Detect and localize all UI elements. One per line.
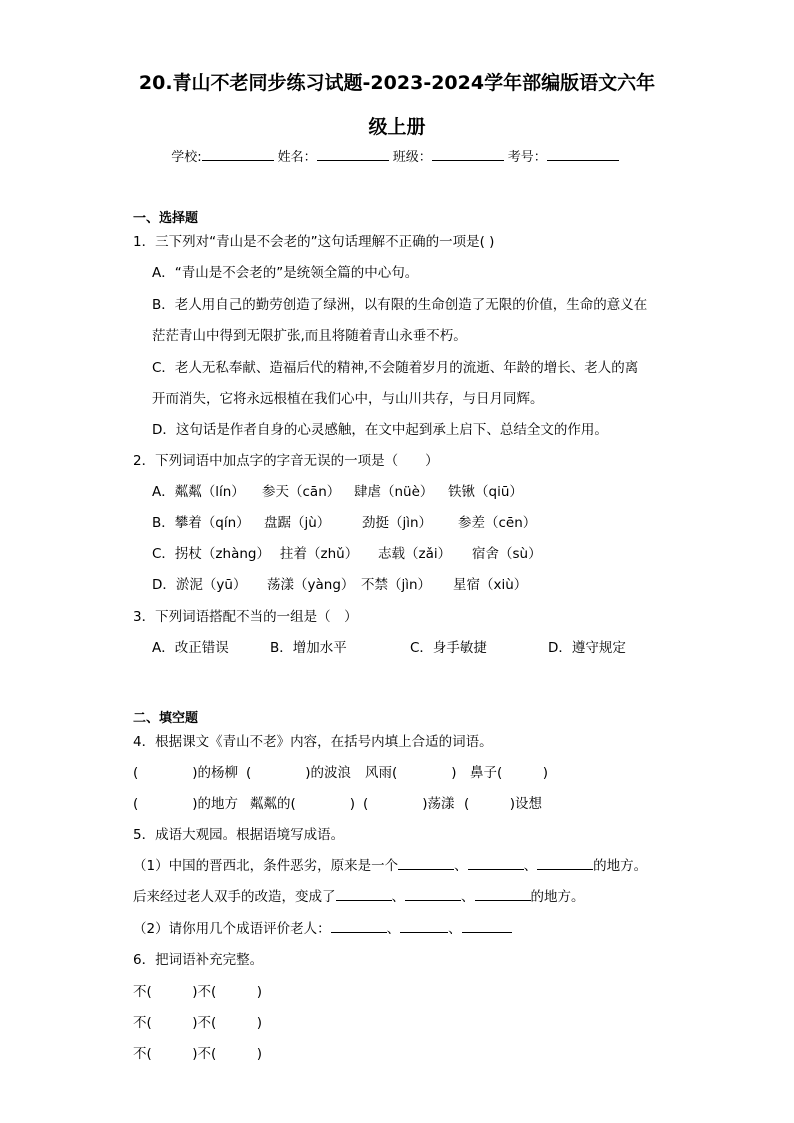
q5-p2-blank-3[interactable]: [462, 920, 512, 933]
section-heading-choice: 一、选择题: [133, 211, 199, 226]
q6-row-1: 不( )不( ): [133, 984, 263, 1000]
q2-b-word-3: 劲挺（jìn）: [362, 515, 433, 531]
name-label: 姓名：: [277, 150, 317, 165]
q2-c-word-3: 志载（zǎi）: [378, 546, 452, 562]
q2-b-word-1: B．攀着（qín）: [152, 515, 250, 531]
q5-p1-blank-6[interactable]: [475, 888, 531, 901]
q3-option-a: A．改正错误: [152, 640, 229, 656]
q5-p1-blank-5[interactable]: [405, 888, 461, 901]
q3-option-d: D．遵守规定: [548, 640, 626, 656]
q2-a-word-3: 肆虐（nüè）: [354, 484, 434, 500]
q2-a-word-2: 参天（cān）: [262, 484, 341, 500]
q6-row-3: 不( )不( ): [133, 1046, 263, 1062]
q5-p1-text-b: 的地方。: [593, 858, 648, 874]
q6-row-2: 不( )不( ): [133, 1015, 263, 1031]
q2-c-word-1: C．拐杖（zhàng）: [152, 546, 270, 562]
q2-b-word-4: 参差（cēn）: [458, 515, 537, 531]
q1-option-b-line2: 茫茫青山中得到无限扩张,而且将随着青山永垂不朽。: [152, 328, 467, 344]
q1-option-a: A．“青山是不会老的”是统领全篇的中心句。: [152, 265, 419, 281]
q4-stem: 4．根据课文《青山不老》内容，在括号内填上合适的词语。: [133, 734, 493, 750]
q5-p1-text-a: （1）中国的晋西北，条件恶劣，原来是一个: [133, 858, 399, 874]
q1-option-b-line1: B．老人用自己的勤劳创造了绿洲，以有限的生命创造了无限的价值，生命的意义在: [152, 297, 648, 313]
name-blank[interactable]: [317, 148, 389, 161]
q1-option-c-line1: C．老人无私奉献、造福后代的精神,不会随着岁月的流逝、年龄的增长、老人的离: [152, 360, 639, 376]
q5-sep: 、: [391, 889, 405, 905]
q4-r1-item-4: 鼻子( ): [470, 765, 549, 781]
q5-part1-line1: [133, 857, 647, 875]
q3-option-c: C．身手敏捷: [410, 640, 487, 656]
q2-c-word-4: 宿舍（sù）: [472, 546, 542, 562]
q5-sep: 、: [386, 921, 401, 937]
q3-option-b: B．增加水平: [270, 640, 347, 656]
school-blank[interactable]: [202, 148, 274, 161]
q5-p1-blank-4[interactable]: [336, 888, 392, 901]
q2-a-word-4: 铁锹（qiū）: [448, 484, 523, 500]
q5-sep: 、: [461, 889, 475, 905]
student-info: [0, 146, 794, 165]
q2-d-word-2: 荡漾（yàng）: [267, 577, 355, 593]
page-title-line2: 级上册: [368, 116, 426, 138]
q2-stem: 2．下列词语中加点字的字音无误的一项是（ ）: [133, 453, 439, 469]
q2-d-word-4: 星宿（xiù）: [453, 577, 528, 593]
q2-d-word-1: D．淤泥（yū）: [152, 577, 247, 593]
number-blank[interactable]: [547, 148, 619, 161]
q5-sep: 、: [523, 858, 538, 874]
q5-part1-line2: [133, 888, 585, 906]
q5-p1-blank-3[interactable]: [537, 857, 593, 870]
class-blank[interactable]: [432, 148, 504, 161]
q4-r2-item-3: ( )荡漾: [363, 796, 455, 812]
q1-option-c-line2: 开而消失，它将永远根植在我们心中，与山川共存，与日月同辉。: [152, 391, 544, 407]
q2-a-word-1: A．粼粼（lín）: [152, 484, 245, 500]
q2-d-word-3: 不禁（jìn）: [361, 577, 432, 593]
q5-p1-text-c: 后来经过老人双手的改造，变成了: [133, 889, 336, 905]
q5-sep: 、: [448, 921, 462, 937]
school-label: 学校:: [171, 150, 202, 165]
q5-part2: [133, 920, 512, 938]
q5-p2-blank-2[interactable]: [400, 920, 448, 933]
q1-option-d: D．这句话是作者自身的心灵感触，在文中起到承上启下、总结全文的作用。: [152, 422, 608, 438]
page-title-line1: 20.青山不老同步练习试题-2023-2024学年部编版语文六年: [138, 72, 656, 94]
number-label: 考号：: [507, 150, 547, 165]
q4-r1-item-3: 风雨( ): [365, 765, 457, 781]
q4-r1-item-2: ( )的波浪: [246, 765, 352, 781]
class-label: 班级：: [392, 150, 432, 165]
q5-p1-blank-1[interactable]: [398, 857, 454, 870]
q5-p1-text-d: 的地方。: [530, 889, 585, 905]
q4-r2-item-4: ( )设想: [464, 796, 543, 812]
q6-stem: 6．把词语补充完整。: [133, 952, 264, 968]
q5-p1-blank-2[interactable]: [468, 857, 524, 870]
q4-r2-item-2: 粼粼的( ): [250, 796, 356, 812]
q4-r1-item-1: ( )的杨柳: [133, 765, 239, 781]
q5-sep: 、: [454, 858, 468, 874]
q5-stem: 5．成语大观园。根据语境写成语。: [133, 827, 345, 843]
q2-b-word-2: 盘踞（jù）: [264, 515, 331, 531]
q5-p2-blank-1[interactable]: [331, 920, 387, 933]
q5-p2-text-a: （2）请你用几个成语评价老人：: [133, 921, 331, 937]
q3-stem: 3．下列词语搭配不当的一组是（ ）: [133, 609, 358, 625]
section-heading-fill: 二、填空题: [133, 711, 199, 726]
q1-stem: 1．三下列对“青山是不会老的”这句话理解不正确的一项是( ): [133, 234, 495, 250]
q4-r2-item-1: ( )的地方: [133, 796, 239, 812]
q2-c-word-2: 拄着（zhǔ）: [280, 546, 359, 562]
